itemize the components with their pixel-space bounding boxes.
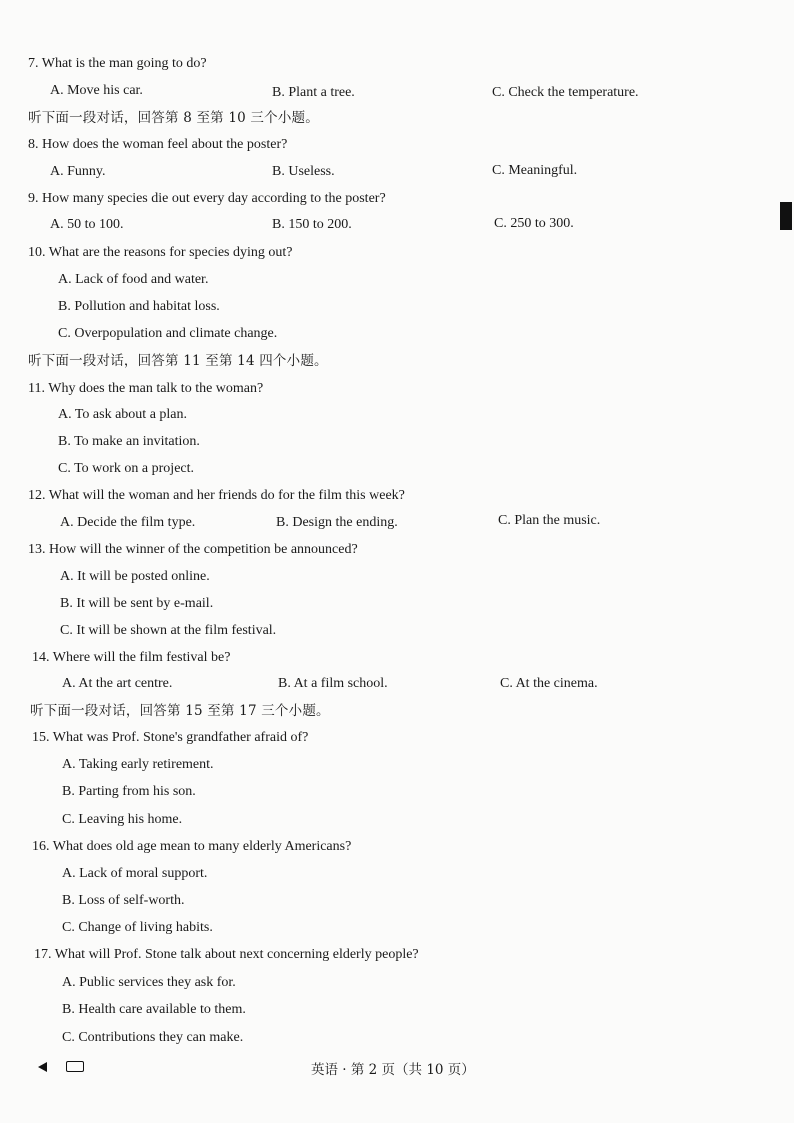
question-number: 7.	[28, 56, 39, 71]
question-text: What was Prof. Stone's grandfather afraid of?	[52, 730, 309, 745]
option-a: A. 50 to 100.	[50, 217, 124, 232]
option-a: A. At the art centre.	[62, 676, 173, 691]
option-c: C. 250 to 300.	[494, 216, 574, 231]
option-b: B. Health care available to them.	[62, 1002, 246, 1017]
question-13	[28, 541, 358, 559]
question-9	[28, 190, 386, 208]
option-b: B. Parting from his son.	[62, 784, 196, 799]
question-12	[28, 487, 405, 505]
option-a: A. Taking early retirement.	[62, 757, 214, 772]
option-c: C. To work on a project.	[58, 461, 195, 476]
option-b: B. Pollution and habitat loss.	[58, 299, 220, 314]
question-number: 14.	[32, 650, 50, 665]
question-number: 11.	[28, 381, 45, 396]
question-11	[28, 380, 263, 398]
option-b: B. To make an invitation.	[58, 434, 200, 449]
option-c: C. At the cinema.	[500, 676, 598, 691]
option-a: A. Decide the film type.	[60, 515, 196, 530]
question-number: 8.	[28, 137, 39, 152]
question-text: How does the woman feel about the poster?	[42, 137, 288, 152]
option-a: A. Lack of food and water.	[58, 272, 209, 287]
question-8	[28, 136, 287, 154]
section-instruction: 听下面一段对话，回答第 15 至第 17 三个小题。	[30, 703, 330, 719]
triangle-left-icon	[38, 1062, 47, 1072]
option-c: C. Overpopulation and climate change.	[58, 326, 278, 341]
question-7	[28, 55, 207, 73]
question-number: 17.	[34, 947, 52, 962]
question-number: 12.	[28, 488, 46, 503]
option-c: C. Meaningful.	[492, 163, 578, 178]
option-b: B. At a film school.	[278, 676, 388, 691]
question-number: 15.	[32, 730, 50, 745]
option-a: A. It will be posted online.	[60, 569, 210, 584]
option-b: B. Plant a tree.	[272, 85, 355, 100]
option-a: A. To ask about a plan.	[58, 407, 188, 422]
option-a: A. Funny.	[50, 164, 106, 179]
question-number: 10.	[28, 245, 46, 260]
option-b: B. Useless.	[272, 164, 335, 179]
question-text: What will Prof. Stone talk about next concerning elderly people?	[54, 947, 419, 962]
question-text: How many species die out every day according to the poster?	[42, 191, 386, 206]
question-10	[28, 244, 293, 262]
section-instruction: 听下面一段对话，回答第 8 至第 10 三个小题。	[28, 110, 319, 126]
option-a: A. Public services they ask for.	[62, 975, 236, 990]
option-b: B. It will be sent by e-mail.	[60, 596, 214, 611]
question-text: Why does the man talk to the woman?	[48, 381, 264, 396]
question-text: What are the reasons for species dying out?	[48, 245, 293, 260]
question-text: What is the man going to do?	[41, 56, 207, 71]
question-number: 13.	[28, 542, 46, 557]
question-text: Where will the film festival be?	[52, 650, 231, 665]
question-17	[34, 946, 419, 964]
binding-edge-marker	[780, 202, 792, 230]
rectangle-icon	[66, 1061, 84, 1072]
option-c: C. Change of living habits.	[62, 920, 213, 935]
option-b: B. 150 to 200.	[272, 217, 352, 232]
option-b: B. Loss of self-worth.	[62, 893, 185, 908]
option-c: C. Contributions they can make.	[62, 1030, 244, 1045]
page-footer	[0, 1058, 794, 1080]
page-number-label: 英语 · 第 2 页（共 10 页）	[311, 1062, 475, 1078]
section-instruction: 听下面一段对话，回答第 11 至第 14 四个小题。	[28, 353, 328, 369]
option-c: C. Leaving his home.	[62, 812, 183, 827]
question-number: 16.	[32, 839, 50, 854]
question-16	[32, 838, 351, 856]
question-number: 9.	[28, 191, 39, 206]
option-c: C. Check the temperature.	[492, 85, 639, 100]
question-14	[32, 649, 230, 667]
question-text: What does old age mean to many elderly Americans?	[52, 839, 352, 854]
question-text: How will the winner of the competition be announced?	[49, 542, 358, 557]
option-c: C. It will be shown at the film festival.	[60, 623, 277, 638]
option-a: A. Move his car.	[50, 83, 143, 98]
question-15	[32, 729, 308, 747]
question-text: What will the woman and her friends do for the film this week?	[48, 488, 405, 503]
option-a: A. Lack of moral support.	[62, 866, 208, 881]
option-c: C. Plan the music.	[498, 513, 601, 528]
option-b: B. Design the ending.	[276, 515, 398, 530]
